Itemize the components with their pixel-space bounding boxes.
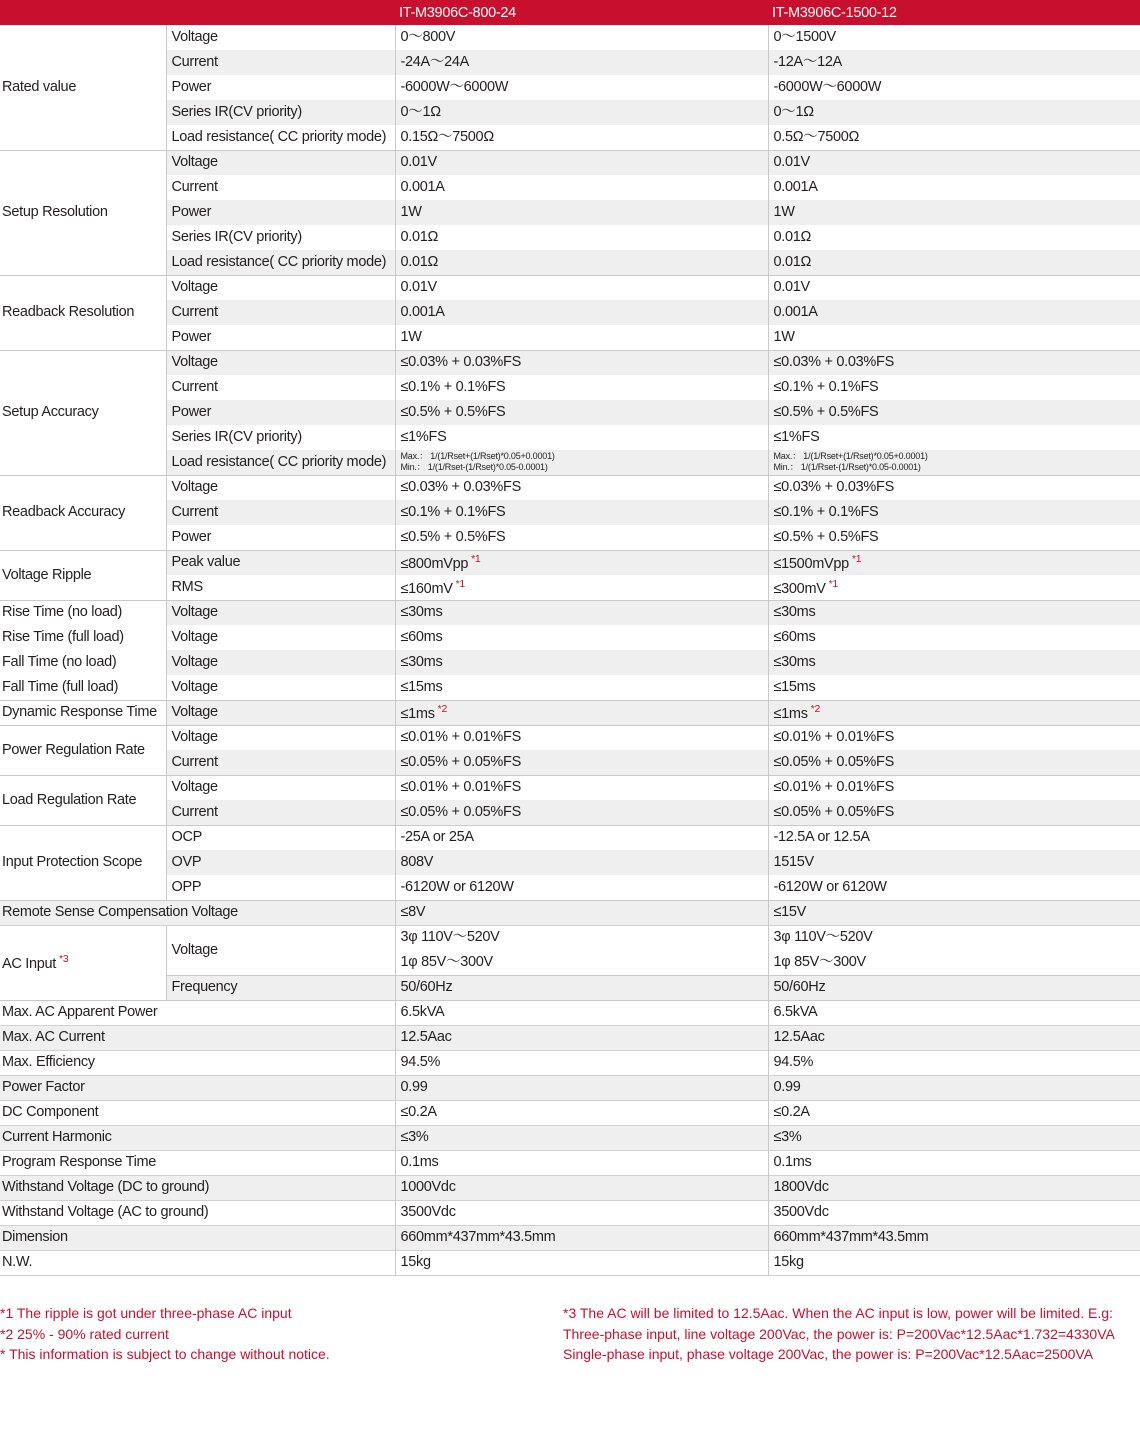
value-model-2: ≤0.5% + 0.5%FS: [768, 400, 1140, 425]
value-model-2: 0.001A: [768, 300, 1140, 325]
value-model-1: ≤0.2A: [395, 1100, 768, 1125]
value-model-2: ≤15V: [768, 900, 1140, 925]
table-row: [0, 675, 1140, 700]
value-model-1: 0.01Ω: [395, 225, 768, 250]
value-text: ≤160mV: [400, 580, 453, 597]
category-setup-resolution: Setup Resolution: [0, 150, 166, 275]
table-row: [0, 400, 1140, 425]
value-model-2: 0.01Ω: [768, 250, 1140, 275]
table-row: [0, 450, 1140, 475]
footnote-mark: *3: [59, 952, 69, 965]
value-model-2: 3500Vdc: [768, 1200, 1140, 1225]
value-model-1: ≤0.1% + 0.1%FS: [395, 375, 768, 400]
value-model-1: ≤1%FS: [395, 425, 768, 450]
table-row: [0, 975, 1140, 1000]
row-label: Max. AC Apparent Power: [0, 1000, 395, 1025]
row-label: Current Harmonic: [0, 1125, 395, 1150]
value-model-2: 15kg: [768, 1250, 1140, 1275]
table-row: [0, 275, 1140, 300]
value-model-2: ≤0.01% + 0.01%FS: [768, 725, 1140, 750]
table-row: [0, 1100, 1140, 1125]
param-label: Voltage: [166, 700, 395, 725]
param-label: Load resistance( CC priority mode): [166, 450, 395, 475]
table-row: [0, 350, 1140, 375]
value-model-2: 6.5kVA: [768, 1000, 1140, 1025]
table-row: [0, 500, 1140, 525]
header-blank: [0, 0, 395, 25]
value-model-1: ≤0.05% + 0.05%FS: [395, 800, 768, 825]
header-row: [0, 0, 1140, 25]
value-model-1: -6120W or 6120W: [395, 875, 768, 900]
category-remote-sense: Remote Sense Compensation Voltage: [0, 900, 395, 925]
param-label: Voltage: [166, 275, 395, 300]
value-model-2: [768, 575, 1140, 600]
param-label: Voltage: [166, 475, 395, 500]
value-model-1: ≤0.03% + 0.03%FS: [395, 475, 768, 500]
table-row: [0, 725, 1140, 750]
table-row: [0, 925, 1140, 950]
param-label: Load resistance( CC priority mode): [166, 250, 395, 275]
value-model-1: ≤0.5% + 0.5%FS: [395, 525, 768, 550]
category-readback-resolution: Readback Resolution: [0, 275, 166, 350]
category-rise-time-no-load: Rise Time (no load): [0, 600, 166, 625]
param-label: Power: [166, 400, 395, 425]
param-label: Power: [166, 200, 395, 225]
value-model-1: 3φ 110V～520V: [395, 925, 768, 950]
value-model-2: ≤0.1% + 0.1%FS: [768, 375, 1140, 400]
table-row: [0, 1000, 1140, 1025]
param-label: OVP: [166, 850, 395, 875]
value-model-2: 1φ 85V～300V: [768, 950, 1140, 975]
param-label: Current: [166, 800, 395, 825]
table-row: [0, 325, 1140, 350]
formula-max: Max.： 1/(1/Rset+(1/Rset)*0.05+0.0001): [400, 451, 555, 462]
value-model-2: 3φ 110V～520V: [768, 925, 1140, 950]
value-model-2: 1515V: [768, 850, 1140, 875]
param-label: Voltage: [166, 600, 395, 625]
row-label: Max. Efficiency: [0, 1050, 395, 1075]
category-load-regulation-rate: Load Regulation Rate: [0, 775, 166, 825]
value-text: ≤300mV: [773, 580, 826, 597]
footnote-mark: *2: [437, 702, 447, 715]
value-model-2: 0.01Ω: [768, 225, 1140, 250]
value-model-1: -24A～24A: [395, 50, 768, 75]
table-row: [0, 375, 1140, 400]
param-label: Current: [166, 375, 395, 400]
table-row: [0, 875, 1140, 900]
value-model-2: 0.1ms: [768, 1150, 1140, 1175]
param-label: Voltage: [166, 775, 395, 800]
footnote-3-example-1: Three-phase input, line voltage 200Vac, the power is: P=200Vac*12.5Aac*1.732=4330VA: [563, 1325, 1115, 1342]
param-label: Current: [166, 500, 395, 525]
category-ac-input: [0, 925, 166, 1000]
row-label: DC Component: [0, 1100, 395, 1125]
row-label: N.W.: [0, 1250, 395, 1275]
table-row: [0, 1025, 1140, 1050]
value-model-2: ≤0.2A: [768, 1100, 1140, 1125]
value-model-1: ≤0.05% + 0.05%FS: [395, 750, 768, 775]
param-label: Voltage: [166, 150, 395, 175]
value-model-1: 1W: [395, 325, 768, 350]
value-model-1: 0～800V: [395, 25, 768, 50]
table-row: [0, 525, 1140, 550]
param-label: Power: [166, 75, 395, 100]
value-model-2: 0.01V: [768, 275, 1140, 300]
value-model-2: -6000W～6000W: [768, 75, 1140, 100]
table-row: [0, 900, 1140, 925]
value-model-2: ≤1%FS: [768, 425, 1140, 450]
param-label: Frequency: [166, 975, 395, 1000]
value-model-2: 1W: [768, 200, 1140, 225]
table-row: [0, 575, 1140, 600]
param-label: Current: [166, 50, 395, 75]
header-model-1: IT-M3906C-800-24: [395, 0, 768, 25]
category-label: AC Input: [2, 955, 57, 972]
table-row: [0, 1225, 1140, 1250]
param-label: Current: [166, 175, 395, 200]
value-model-1: [395, 550, 768, 575]
value-model-2: 660mm*437mm*43.5mm: [768, 1225, 1140, 1250]
footnote-mark: *1: [471, 553, 481, 565]
value-model-2: ≤0.1% + 0.1%FS: [768, 500, 1140, 525]
table-row: [0, 175, 1140, 200]
param-label: OPP: [166, 875, 395, 900]
value-model-1: 0～1Ω: [395, 100, 768, 125]
footnote-mark: *1: [828, 577, 838, 590]
table-row: [0, 225, 1140, 250]
table-row: [0, 425, 1140, 450]
value-model-2: 0.01V: [768, 150, 1140, 175]
table-row: [0, 600, 1140, 625]
table-row: [0, 300, 1140, 325]
table-row: [0, 1050, 1140, 1075]
param-label: Current: [166, 300, 395, 325]
value-model-1: 12.5Aac: [395, 1025, 768, 1050]
table-row: [0, 1200, 1140, 1225]
value-text: ≤1ms: [400, 705, 435, 722]
value-model-2: [768, 700, 1140, 725]
value-model-1: ≤0.5% + 0.5%FS: [395, 400, 768, 425]
value-model-1: 0.001A: [395, 300, 768, 325]
footnote-disclaimer: * This information is subject to change without notice.: [0, 1346, 330, 1362]
category-rise-time-full-load: Rise Time (full load): [0, 625, 166, 650]
value-model-2: ≤60ms: [768, 625, 1140, 650]
table-row: [0, 75, 1140, 100]
table-row: [0, 200, 1140, 225]
category-fall-time-full-load: Fall Time (full load): [0, 675, 166, 700]
footnote-mark: *1: [455, 577, 465, 590]
param-label: Series IR(CV priority): [166, 100, 395, 125]
value-text: ≤1ms: [773, 705, 808, 722]
value-model-2: 94.5%: [768, 1050, 1140, 1075]
footnote-3-example-2: Single-phase input, phase voltage 200Vac, the power is: P=200Vac*12.5Aac=2500VA: [563, 1346, 1094, 1362]
value-model-1: [395, 575, 768, 600]
value-model-1: 50/60Hz: [395, 975, 768, 1000]
param-label: Voltage: [166, 650, 395, 675]
value-model-1: ≤30ms: [395, 600, 768, 625]
category-voltage-ripple: Voltage Ripple: [0, 550, 166, 600]
value-model-1: ≤0.01% + 0.01%FS: [395, 725, 768, 750]
value-model-2: 0～1Ω: [768, 100, 1140, 125]
footnotes-right: [563, 1303, 1115, 1365]
value-model-1: [395, 700, 768, 725]
param-label: Series IR(CV priority): [166, 225, 395, 250]
value-model-1: 0.01V: [395, 275, 768, 300]
value-model-2: 0.99: [768, 1075, 1140, 1100]
value-model-1: 6.5kVA: [395, 1000, 768, 1025]
formula-min: Min.： 1/(1/Rset-(1/Rset)*0.05-0.0001): [773, 462, 921, 473]
value-model-2: 12.5Aac: [768, 1025, 1140, 1050]
param-label: Series IR(CV priority): [166, 425, 395, 450]
category-readback-accuracy: Readback Accuracy: [0, 475, 166, 550]
value-model-2: ≤30ms: [768, 650, 1140, 675]
value-model-1: 0.99: [395, 1075, 768, 1100]
footnote-mark: *2: [810, 702, 820, 715]
value-model-2: ≤0.05% + 0.05%FS: [768, 750, 1140, 775]
value-model-2: ≤3%: [768, 1125, 1140, 1150]
footnote-mark: *1: [851, 553, 862, 565]
header-model-2: IT-M3906C-1500-12: [768, 0, 1140, 25]
value-model-1: 15kg: [395, 1250, 768, 1275]
footnotes-left: [0, 1303, 330, 1365]
value-model-2: [768, 450, 1140, 475]
value-model-1: ≤0.03% + 0.03%FS: [395, 350, 768, 375]
table-row: [0, 700, 1140, 725]
table-row: [0, 1075, 1140, 1100]
param-label: Power: [166, 525, 395, 550]
table-row: [0, 850, 1140, 875]
table-row: [0, 475, 1140, 500]
table-row: [0, 775, 1140, 800]
param-label: Voltage: [166, 925, 395, 975]
value-model-1: [395, 450, 768, 475]
value-model-2: [768, 550, 1140, 575]
param-label: Voltage: [166, 25, 395, 50]
param-label: Voltage: [166, 725, 395, 750]
value-model-1: -25A or 25A: [395, 825, 768, 850]
value-model-1: 94.5%: [395, 1050, 768, 1075]
footnote-2: *2 25% - 90% rated current: [0, 1325, 169, 1342]
value-model-1: 0.1ms: [395, 1150, 768, 1175]
table-row: [0, 250, 1140, 275]
table-row: [0, 625, 1140, 650]
value-model-1: 3500Vdc: [395, 1200, 768, 1225]
value-model-2: ≤0.05% + 0.05%FS: [768, 800, 1140, 825]
param-label: Voltage: [166, 675, 395, 700]
table-row: [0, 1175, 1140, 1200]
value-model-2: ≤0.03% + 0.03%FS: [768, 475, 1140, 500]
value-model-1: -6000W～6000W: [395, 75, 768, 100]
value-model-1: 0.001A: [395, 175, 768, 200]
value-model-2: ≤0.5% + 0.5%FS: [768, 525, 1140, 550]
table-row: [0, 1250, 1140, 1275]
value-model-1: ≤15ms: [395, 675, 768, 700]
value-model-1: ≤30ms: [395, 650, 768, 675]
value-model-2: 0～1500V: [768, 25, 1140, 50]
value-model-2: ≤15ms: [768, 675, 1140, 700]
table-row: [0, 550, 1140, 575]
table-row: [0, 25, 1140, 50]
param-label: RMS: [166, 575, 395, 600]
row-label: Max. AC Current: [0, 1025, 395, 1050]
param-label: Peak value: [166, 550, 395, 575]
footnote-3: *3 The AC will be limited to 12.5Aac. When the AC input is low, power will be limited. E.g:: [563, 1305, 1113, 1321]
value-model-1: 1W: [395, 200, 768, 225]
value-model-2: -12A～12A: [768, 50, 1140, 75]
table-row: [0, 50, 1140, 75]
row-label: Program Response Time: [0, 1150, 395, 1175]
value-model-1: 1φ 85V～300V: [395, 950, 768, 975]
param-label: Power: [166, 325, 395, 350]
table-row: [0, 125, 1140, 150]
value-model-1: 0.15Ω～7500Ω: [395, 125, 768, 150]
value-text: ≤1500mVpp: [773, 555, 849, 572]
category-power-regulation-rate: Power Regulation Rate: [0, 725, 166, 775]
table-row: [0, 1125, 1140, 1150]
param-label: Current: [166, 750, 395, 775]
formula-max: Max.： 1/(1/Rset+(1/Rset)*0.05+0.0001): [773, 451, 928, 462]
table-row: [0, 1150, 1140, 1175]
value-model-2: -12.5A or 12.5A: [768, 825, 1140, 850]
footnote-1: *1 The ripple is got under three-phase AC input: [0, 1305, 292, 1321]
value-model-2: 1800Vdc: [768, 1175, 1140, 1200]
row-label: Dimension: [0, 1225, 395, 1250]
value-model-1: 660mm*437mm*43.5mm: [395, 1225, 768, 1250]
table-row: [0, 800, 1140, 825]
value-model-1: 1000Vdc: [395, 1175, 768, 1200]
value-model-2: 50/60Hz: [768, 975, 1140, 1000]
value-model-1: 0.01Ω: [395, 250, 768, 275]
value-model-1: ≤0.01% + 0.01%FS: [395, 775, 768, 800]
table-row: [0, 650, 1140, 675]
value-model-2: ≤0.03% + 0.03%FS: [768, 350, 1140, 375]
param-label: Voltage: [166, 625, 395, 650]
category-rated-value: Rated value: [0, 25, 166, 150]
value-model-2: 1W: [768, 325, 1140, 350]
table-row: [0, 150, 1140, 175]
value-model-2: -6120W or 6120W: [768, 875, 1140, 900]
category-dynamic-response-time: Dynamic Response Time: [0, 700, 166, 725]
value-model-1: 0.01V: [395, 150, 768, 175]
value-model-2: ≤30ms: [768, 600, 1140, 625]
param-label: Load resistance( CC priority mode): [166, 125, 395, 150]
table-row: [0, 825, 1140, 850]
value-model-1: 808V: [395, 850, 768, 875]
category-setup-accuracy: Setup Accuracy: [0, 350, 166, 475]
row-label: Withstand Voltage (DC to ground): [0, 1175, 395, 1200]
param-label: OCP: [166, 825, 395, 850]
value-text: ≤800mVpp: [400, 555, 469, 572]
row-label: Withstand Voltage (AC to ground): [0, 1200, 395, 1225]
value-model-2: 0.5Ω～7500Ω: [768, 125, 1140, 150]
table-row: [0, 100, 1140, 125]
category-input-protection-scope: Input Protection Scope: [0, 825, 166, 900]
param-label: Voltage: [166, 350, 395, 375]
category-fall-time-no-load: Fall Time (no load): [0, 650, 166, 675]
formula-min: Min.： 1/(1/Rset-(1/Rset)*0.05-0.0001): [400, 462, 548, 473]
value-model-2: ≤0.01% + 0.01%FS: [768, 775, 1140, 800]
value-model-1: ≤8V: [395, 900, 768, 925]
table-row: [0, 750, 1140, 775]
row-label: Power Factor: [0, 1075, 395, 1100]
value-model-1: ≤0.1% + 0.1%FS: [395, 500, 768, 525]
value-model-2: 0.001A: [768, 175, 1140, 200]
value-model-1: ≤60ms: [395, 625, 768, 650]
value-model-1: ≤3%: [395, 1125, 768, 1150]
